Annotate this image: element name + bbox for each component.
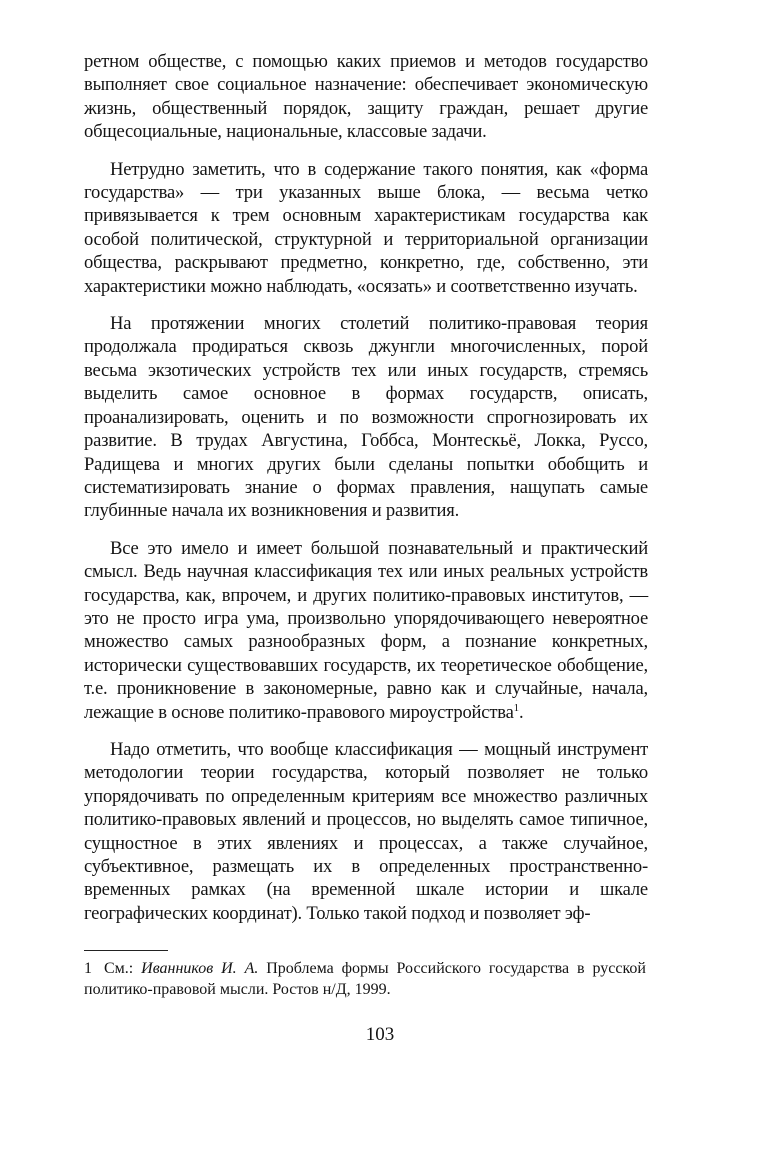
page-number: 103 bbox=[365, 1024, 395, 1045]
footnote-divider bbox=[84, 950, 168, 951]
paragraph-4-text: Все это имело и имеет большой познавательный и практический смысл. Ведь научная классификация тех или иных реальных устройств государства, как, впрочем, и других политико-правовых институтов, — это не просто игра ума, произвольно упорядочивающего невероятное множество самых разнообразных форм, а познание конкретных, исторически существовавших государств, их теоретическое обобщение, т.е. проникновение в закономерные, равно как и случайные, начала, лежащие в основе политико-правового мироустройства bbox=[84, 537, 648, 723]
paragraph-3: На протяжении многих столетий политико-правовая теория продолжала продираться сквозь джунгли многочисленных, порой весьма экзотических устройств тех или иных государств, стремясь выделить самое основное в формах государств, описать, проанализировать, оценить и по возможности спрогнозировать их развитие. В трудах Августина, Гоббса, Монтескьё, Локка, Руссо, Радищева и многих других были сделаны попытки обобщить и систематизировать знание о формах правления, нащупать самые глубинные начала их возникновения и развития. bbox=[84, 313, 648, 522]
footnote bbox=[84, 958, 646, 1000]
footnote-mark: 1 bbox=[84, 960, 92, 977]
footnote-prefix: См.: bbox=[104, 960, 142, 977]
footnote-text: Проблема формы Российского государства в русской политико-правовой мысли. Ростов н/Д, 1999. bbox=[84, 960, 646, 998]
page-body bbox=[84, 50, 648, 939]
paragraph-5: Надо отметить, что вообще классификация — мощный инструмент методологии теории государства, который позволяет не только упорядочивать по определенным критериям все множество различных политико-правовых явлений и процессов, но выделять самое типичное, сущностное в этих явлениях и процессах, а также случайное, субъективное, размещать их в определенных пространственно-временных рамках (на временной шкале истории и шкале географических координат). Только такой подход и позволяет эф- bbox=[84, 738, 648, 924]
paragraph-1: ретном обществе, с помощью каких приемов и методов государство выполняет свое социальное назначение: обеспечивает экономическую жизнь, общественный порядок, защиту граждан, решает другие общесоциальные, национальные, классовые задачи. bbox=[84, 51, 648, 143]
paragraph-4: Все это имело и имеет большой познавательный и практический смысл. Ведь научная классификация тех или иных реальных устройств государства, как, впрочем, и других политико-правовых институтов, — это не просто игра ума, произвольно упорядочивающего невероятное множество самых разнообразных форм, а познание конкретных, исторически существовавших государств, их теоретическое обобщение, т.е. проникновение в закономерные, равно как и случайные, начала, лежащие в основе политико-правового мироустройства$^1$. bbox=[84, 537, 648, 723]
footnote-author: Иванников И. А. bbox=[141, 960, 259, 977]
footnote-reference[interactable]: 1 bbox=[513, 701, 519, 714]
paragraph-2: Нетрудно заметить, что в содержание такого понятия, как «форма государства» — три указанных выше блока, — весьма четко привязывается к трем основным характеристикам государства как особой политической, структурной и территориальной организации общества, раскрывают предметно, конкретно, где, собственно, эти характеристики можно наблюдать, «осязать» и соответственно изучать. bbox=[84, 158, 648, 297]
